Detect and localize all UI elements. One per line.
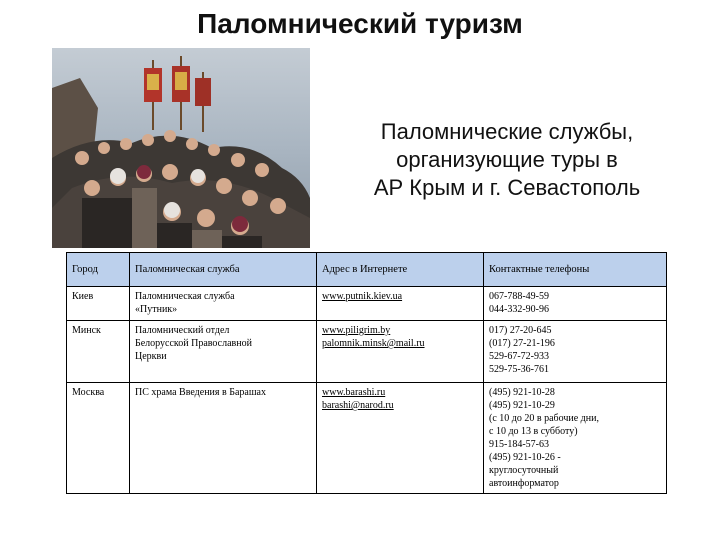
pilgrims-photo [52,48,310,248]
service-line: Белорусской Православной [135,338,252,349]
phone-line: с 10 до 13 в субботу) [489,426,578,437]
table-row [67,321,667,383]
subtitle [322,118,692,202]
website-link[interactable]: www.piligrim.by [322,325,391,336]
subtitle-line-1: Паломнические службы, [380,119,634,144]
service-line: Паломнический отдел [135,325,230,336]
phone-line: 067-788-49-59 [489,291,549,302]
subtitle-line-3: АР Крым и г. Севастополь [373,175,641,200]
phone-line: автоинформатор [489,478,559,489]
website-link[interactable]: www.putnik.kiev.ua [322,291,403,302]
header-service: Паломническая служба [130,253,317,287]
table-row [67,383,667,494]
phone-line: (495) 921-10-26 - [489,452,561,463]
cell-phones [484,287,667,321]
services-table [66,252,667,494]
table-row [67,287,667,321]
service-line: «Путник» [135,304,178,315]
phone-line: 915-184-57-63 [489,439,549,450]
cell-internet [317,321,484,383]
cell-phones [484,383,667,494]
header-city: Город [67,253,130,287]
subtitle-line-2: организующие туры в [396,147,618,172]
phone-line: 017) 27-20-645 [489,325,552,336]
website-link[interactable]: www.barashi.ru [322,387,386,398]
header-internet: Адрес в Интернете [317,253,484,287]
page-title: Паломнический туризм [197,8,523,39]
service-line: ПС храма Введения в Барашах [135,387,266,398]
phone-line: (017) 27-21-196 [489,338,555,349]
email-link[interactable]: barashi@narod.ru [322,400,394,411]
phone-line: 044-332-90-96 [489,304,549,315]
phone-line: круглосуточный [489,465,559,476]
cell-city: Минск [67,321,130,383]
service-line: Церкви [135,351,167,362]
cell-service [130,321,317,383]
phone-line: (495) 921-10-29 [489,400,555,411]
phone-line: 529-67-72-933 [489,351,549,362]
cell-city: Москва [67,383,130,494]
service-line: Паломническая служба [135,291,235,302]
cell-service [130,383,317,494]
cell-service [130,287,317,321]
cell-internet [317,287,484,321]
header-phones: Контактные телефоны [484,253,667,287]
cell-phones [484,321,667,383]
phone-line: 529-75-36-761 [489,364,549,375]
phone-line: (495) 921-10-28 [489,387,555,398]
cell-city: Киев [67,287,130,321]
phone-line: (с 10 до 20 в рабочие дни, [489,413,599,424]
table-header-row [67,253,667,287]
cell-internet [317,383,484,494]
email-link[interactable]: palomnik.minsk@mail.ru [322,338,425,349]
